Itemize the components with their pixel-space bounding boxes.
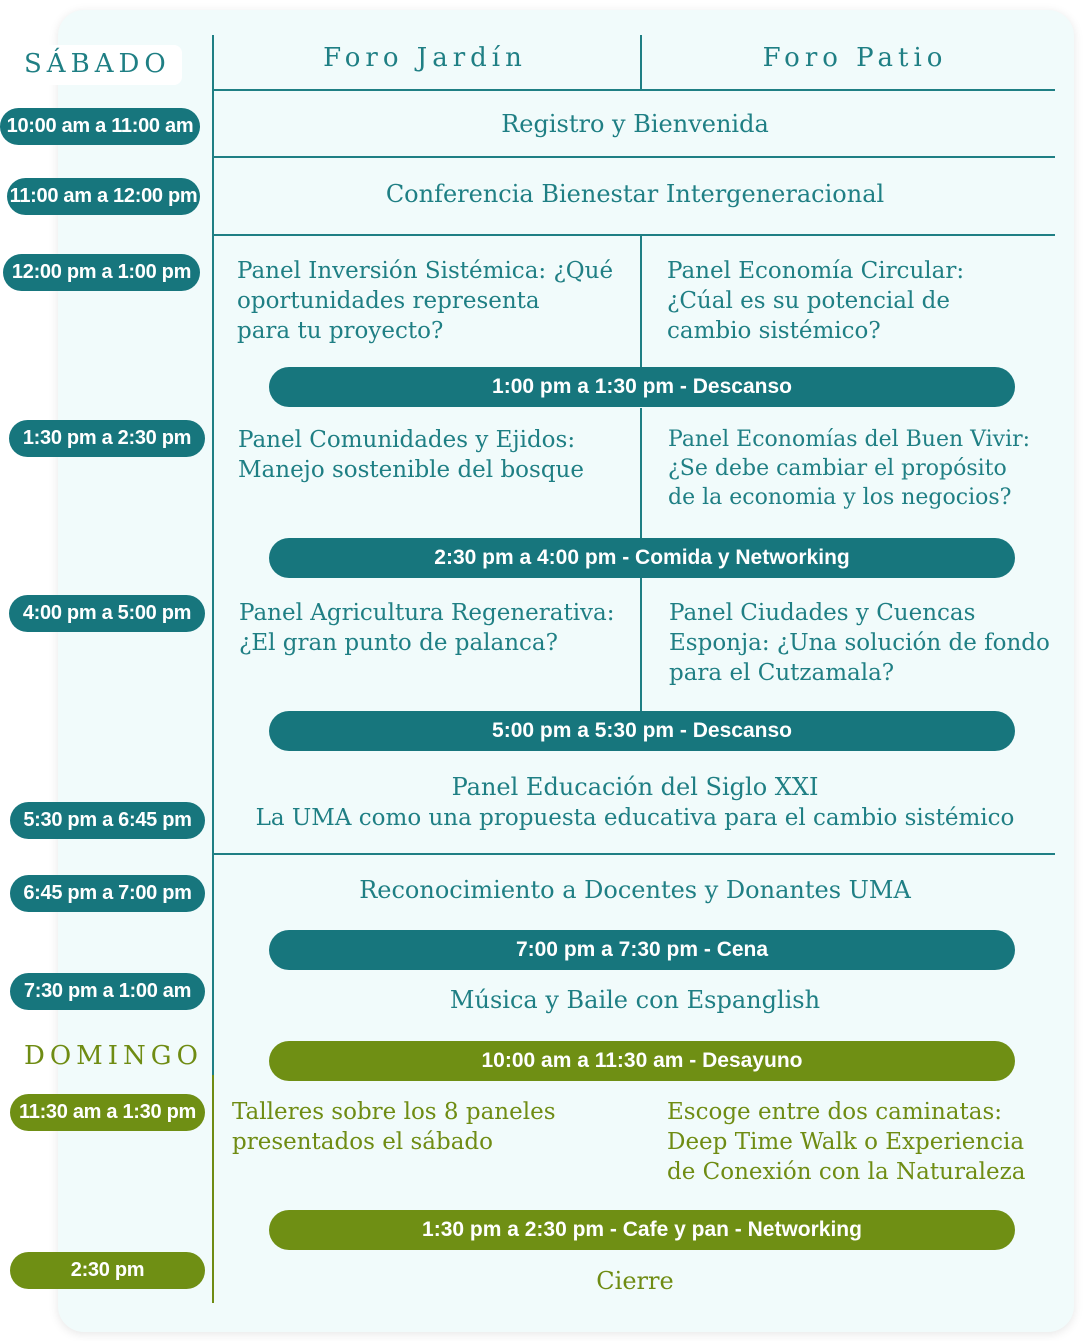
- panel-ciudades-cuencas: [669, 598, 1050, 688]
- panel-text: oportunidades representa: [237, 288, 540, 314]
- panel-title: Panel Inversión Sistémica: [237, 258, 539, 284]
- panel-title: Panel Comunidades y Ejidos: [238, 427, 568, 453]
- panel-comunidades-ejidos: [238, 425, 584, 485]
- panel-text: ¿El gran punto de palanca?: [239, 630, 558, 656]
- panel-agricultura-regenerativa: [239, 598, 615, 658]
- panel-title: Esponja: [669, 630, 762, 656]
- panel-title-suffix: :: [567, 427, 576, 453]
- panel-text: ¿Se debe cambiar el propósito: [668, 456, 1007, 481]
- panel-title-suffix: :: [1022, 427, 1031, 452]
- time-pill: 6:45 pm a 7:00 pm: [10, 875, 205, 912]
- column-divider: [640, 35, 642, 90]
- time-pill: 2:30 pm: [10, 1252, 205, 1289]
- break-bar: 7:00 pm a 7:30 pm - Cena: [269, 930, 1015, 970]
- event-reconocimiento: Reconocimiento a Docentes y Donantes UMA: [359, 876, 911, 904]
- event-educacion-title: Panel Educación del Siglo XXI: [451, 773, 819, 801]
- panel-inversion-sistemica: [237, 256, 613, 346]
- row-divider: [213, 234, 1055, 236]
- panel-text: de Conexión con la Naturaleza: [667, 1159, 1026, 1185]
- panel-title: Panel Ciudades y Cuencas: [669, 600, 976, 626]
- column-divider: [640, 578, 642, 711]
- event-educacion-subtitle: La UMA como una propuesta educativa para el cambio sistémico: [255, 805, 1015, 831]
- event-conferencia: Conferencia Bienestar Intergeneracional: [385, 180, 885, 208]
- break-bar: 1:30 pm a 2:30 pm - Cafe y pan - Networking: [269, 1210, 1015, 1250]
- day-label-saturday: SÁBADO: [22, 45, 182, 85]
- panel-title-suffix: :: [956, 258, 965, 284]
- column-divider: [640, 408, 642, 538]
- time-pill: 11:30 am a 1:30 pm: [10, 1094, 205, 1131]
- day-label-sunday: DOMINGO: [24, 1041, 203, 1071]
- forum-header-patio: Foro Patio: [762, 43, 948, 73]
- column-divider: [640, 235, 642, 368]
- panel-talleres: [232, 1097, 556, 1157]
- panel-title: Panel Economías del Buen Vivir: [668, 427, 1023, 452]
- panel-text: : ¿Una solución de fondo: [761, 630, 1050, 656]
- event-registro: Registro y Bienvenida: [501, 110, 769, 138]
- panel-text: de la economia y los negocios?: [668, 485, 1012, 510]
- time-pill: 7:30 pm a 1:00 am: [10, 973, 205, 1010]
- panel-economia-circular: [667, 256, 964, 346]
- break-bar: 2:30 pm a 4:00 pm - Comida y Networking: [269, 538, 1015, 578]
- panel-text: para tu proyecto?: [237, 318, 444, 344]
- panel-text: Deep Time Walk o Experiencia: [667, 1129, 1025, 1155]
- panel-title-suffix: :: [606, 600, 615, 626]
- time-pill: 11:00 am a 12:00 pm: [7, 178, 200, 215]
- time-pill: 10:00 am a 11:00 am: [0, 108, 200, 145]
- panel-caminatas: [667, 1097, 1025, 1187]
- timeline-divider: [212, 35, 214, 1303]
- time-pill: 5:30 pm a 6:45 pm: [10, 802, 205, 839]
- row-divider: [213, 89, 1055, 91]
- panel-text: ¿Cúal es su potencial de: [667, 288, 950, 314]
- time-pill: 12:00 pm a 1:00 pm: [3, 254, 200, 291]
- panel-text: para el Cutzamala?: [669, 660, 895, 686]
- row-divider: [213, 853, 1055, 855]
- panel-text: cambio sistémico?: [667, 318, 881, 344]
- row-divider: [213, 156, 1055, 158]
- panel-text: Manejo sostenible del bosque: [238, 457, 584, 483]
- forum-header-jardin: Foro Jardín: [323, 43, 527, 73]
- time-pill: 4:00 pm a 5:00 pm: [9, 595, 205, 632]
- break-bar: 1:00 pm a 1:30 pm - Descanso: [269, 367, 1015, 407]
- panel-title: Escoge entre dos caminatas:: [667, 1099, 1003, 1125]
- event-cierre: Cierre: [596, 1267, 674, 1295]
- time-pill: 1:30 pm a 2:30 pm: [9, 420, 205, 457]
- panel-text: presentados el sábado: [232, 1129, 493, 1155]
- panel-title-suffix: : ¿Qué: [538, 258, 614, 284]
- panel-title: Panel Economía Circular: [667, 258, 957, 284]
- panel-title: Panel Agricultura Regenerativa: [239, 600, 607, 626]
- panel-text: Talleres sobre los 8 paneles: [232, 1099, 556, 1125]
- event-musica: Música y Baile con Espanglish: [449, 986, 821, 1014]
- panel-buen-vivir: [668, 425, 1030, 512]
- break-bar: 5:00 pm a 5:30 pm - Descanso: [269, 711, 1015, 751]
- break-bar: 10:00 am a 11:30 am - Desayuno: [269, 1041, 1015, 1081]
